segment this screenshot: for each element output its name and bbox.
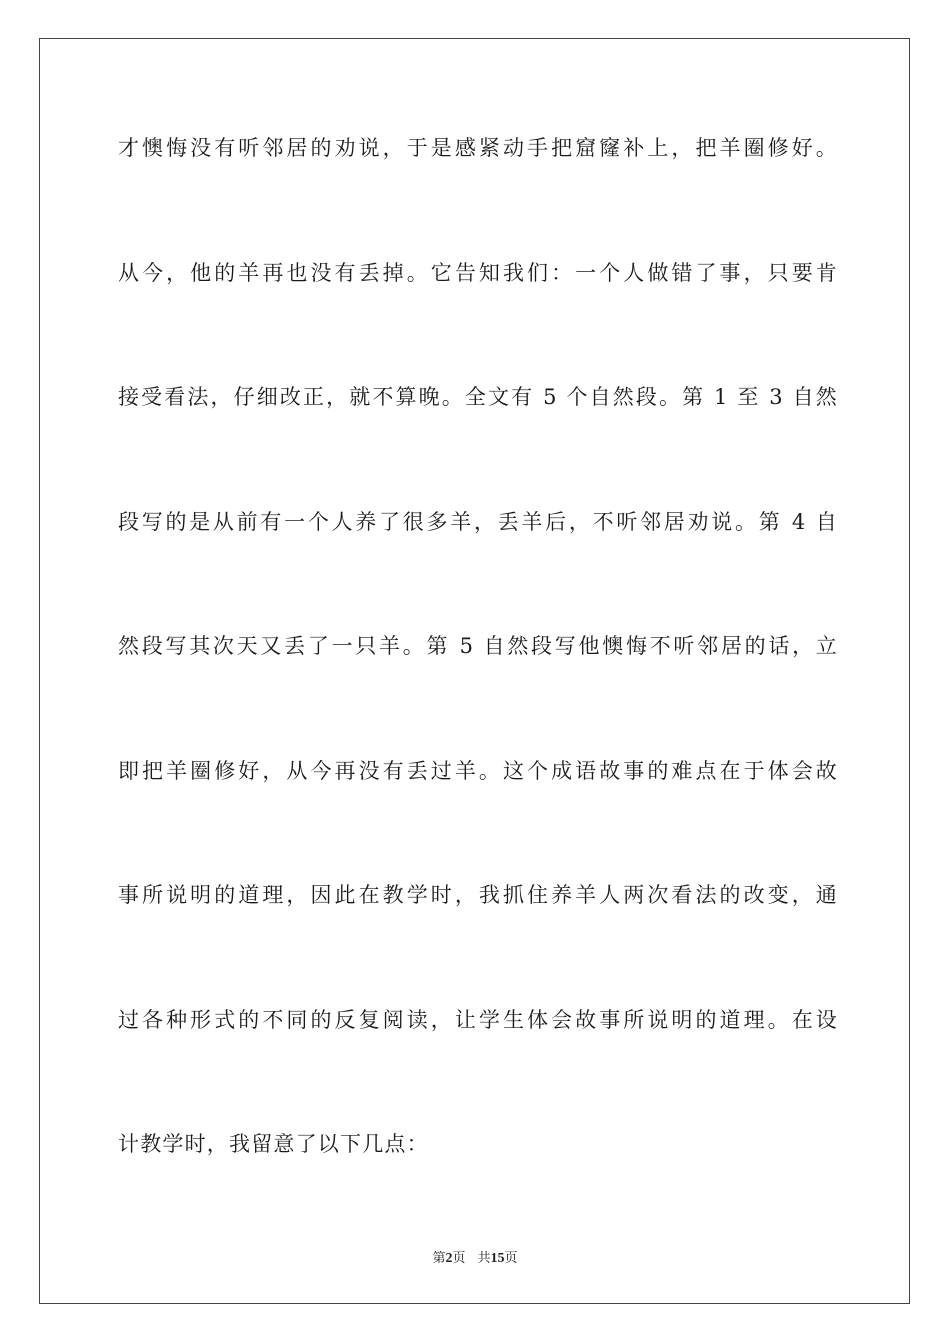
page-footer — [0, 1247, 950, 1267]
total-prefix: 共 — [477, 1251, 491, 1266]
page-prefix: 第 — [432, 1251, 446, 1266]
text-line: 事所说明的道理，因此在教学时，我抓住养羊人两次看法的改变，通 — [118, 883, 838, 907]
text-line: 即把羊圈修好，从今再没有丢过羊。这个成语故事的难点在于体会故 — [118, 758, 838, 783]
text-line: 段写的是从前有一个人养了很多羊，丢羊后，不听邻居劝说。第 4 自 — [118, 509, 838, 534]
page-total: 15 — [490, 1251, 505, 1266]
text-line: 计教学时，我留意了以下几点： — [118, 1132, 429, 1156]
text-line: 过各种形式的不同的反复阅读，让学生体会故事所说明的道理。在设 — [118, 1007, 838, 1032]
text-line: 才懊悔没有听邻居的劝说，于是感紧动手把窟窿补上，把羊圈修好。 — [118, 136, 838, 160]
page-number: 2 — [445, 1251, 453, 1266]
text-line: 从今，他的羊再也没有丢掉。它告知我们：一个人做错了事，只要肯 — [118, 260, 838, 285]
document-body — [118, 124, 838, 1245]
total-suffix: 页 — [504, 1251, 518, 1266]
text-line: 接受看法，仔细改正，就不算晚。全文有 5 个自然段。第 1 至 3 自然 — [118, 385, 838, 409]
page-suffix: 页 — [452, 1251, 466, 1266]
text-line: 然段写其次天又丢了一只羊。第 5 自然段写他懊悔不听邻居的话，立 — [118, 634, 838, 658]
